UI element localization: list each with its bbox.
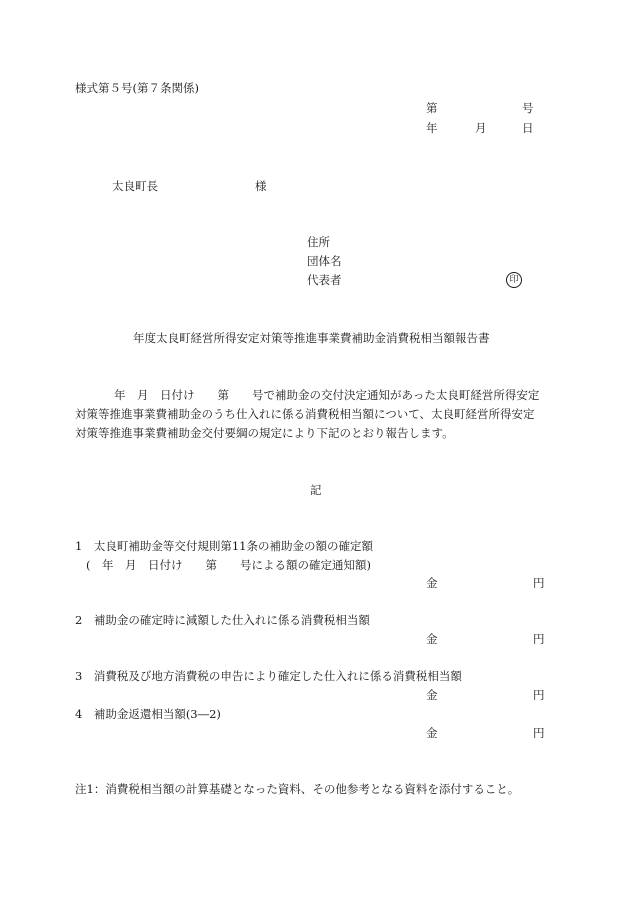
footnote: 注1：消費税相当額の計算基礎となった資料、その他参考となる資料を添付すること。 xyxy=(75,782,520,796)
report-title: 年度太良町経営所得安定対策等推進事業費補助金消費税相当額報告書 xyxy=(133,331,490,345)
item-1-label: 1 太良町補助金等交付規則第11条の補助金の額の確定額 xyxy=(75,539,373,553)
ki-marker: 記 xyxy=(310,483,322,497)
item-4-amount-prefix: 金 xyxy=(426,726,438,740)
body-line-1: 年 月 日付け 第 号で補助金の交付決定通知があった太良町経営所得安定 xyxy=(114,388,540,402)
rep-label: 代表者 xyxy=(307,273,342,287)
item-3-amount-suffix: 円 xyxy=(533,688,545,702)
item-2-amount-suffix: 円 xyxy=(533,632,545,646)
item-3-label: 3 消費税及び地方消費税の申告により確定した仕入れに係る消費税相当額 xyxy=(75,669,462,683)
date-year: 年 xyxy=(426,121,438,135)
number-prefix: 第 xyxy=(426,101,438,115)
addressee-name: 太良町長 xyxy=(112,179,158,193)
addressee-honorific: 様 xyxy=(255,179,267,193)
item-4-label: 4 補助金返還相当額(3―2) xyxy=(75,707,221,721)
item-3-amount-prefix: 金 xyxy=(426,688,438,702)
body-line-3: 対策等推進事業費補助金交付要綱の規定により下記のとおり報告します。 xyxy=(75,426,454,440)
item-2-label: 2 補助金の確定時に減額した仕入れに係る消費税相当額 xyxy=(75,613,370,627)
address-label: 住所 xyxy=(307,235,330,249)
date-month: 月 xyxy=(475,121,487,135)
seal-mark: 印 xyxy=(506,272,522,288)
item-1-sub: ( 年 月 日付け 第 号による額の確定通知額) xyxy=(86,558,371,572)
item-1-amount-prefix: 金 xyxy=(426,576,438,590)
form-label: 様式第５号(第７条関係) xyxy=(75,81,199,95)
number-suffix: 号 xyxy=(522,101,534,115)
body-line-2: 対策等推進事業費補助金のうち仕入れに係る消費税相当額について、太良町経営所得安定 xyxy=(75,407,535,421)
item-1-amount-suffix: 円 xyxy=(533,576,545,590)
item-2-amount-prefix: 金 xyxy=(426,632,438,646)
item-4-amount-suffix: 円 xyxy=(533,726,545,740)
org-label: 団体名 xyxy=(307,254,342,268)
date-day: 日 xyxy=(522,121,534,135)
